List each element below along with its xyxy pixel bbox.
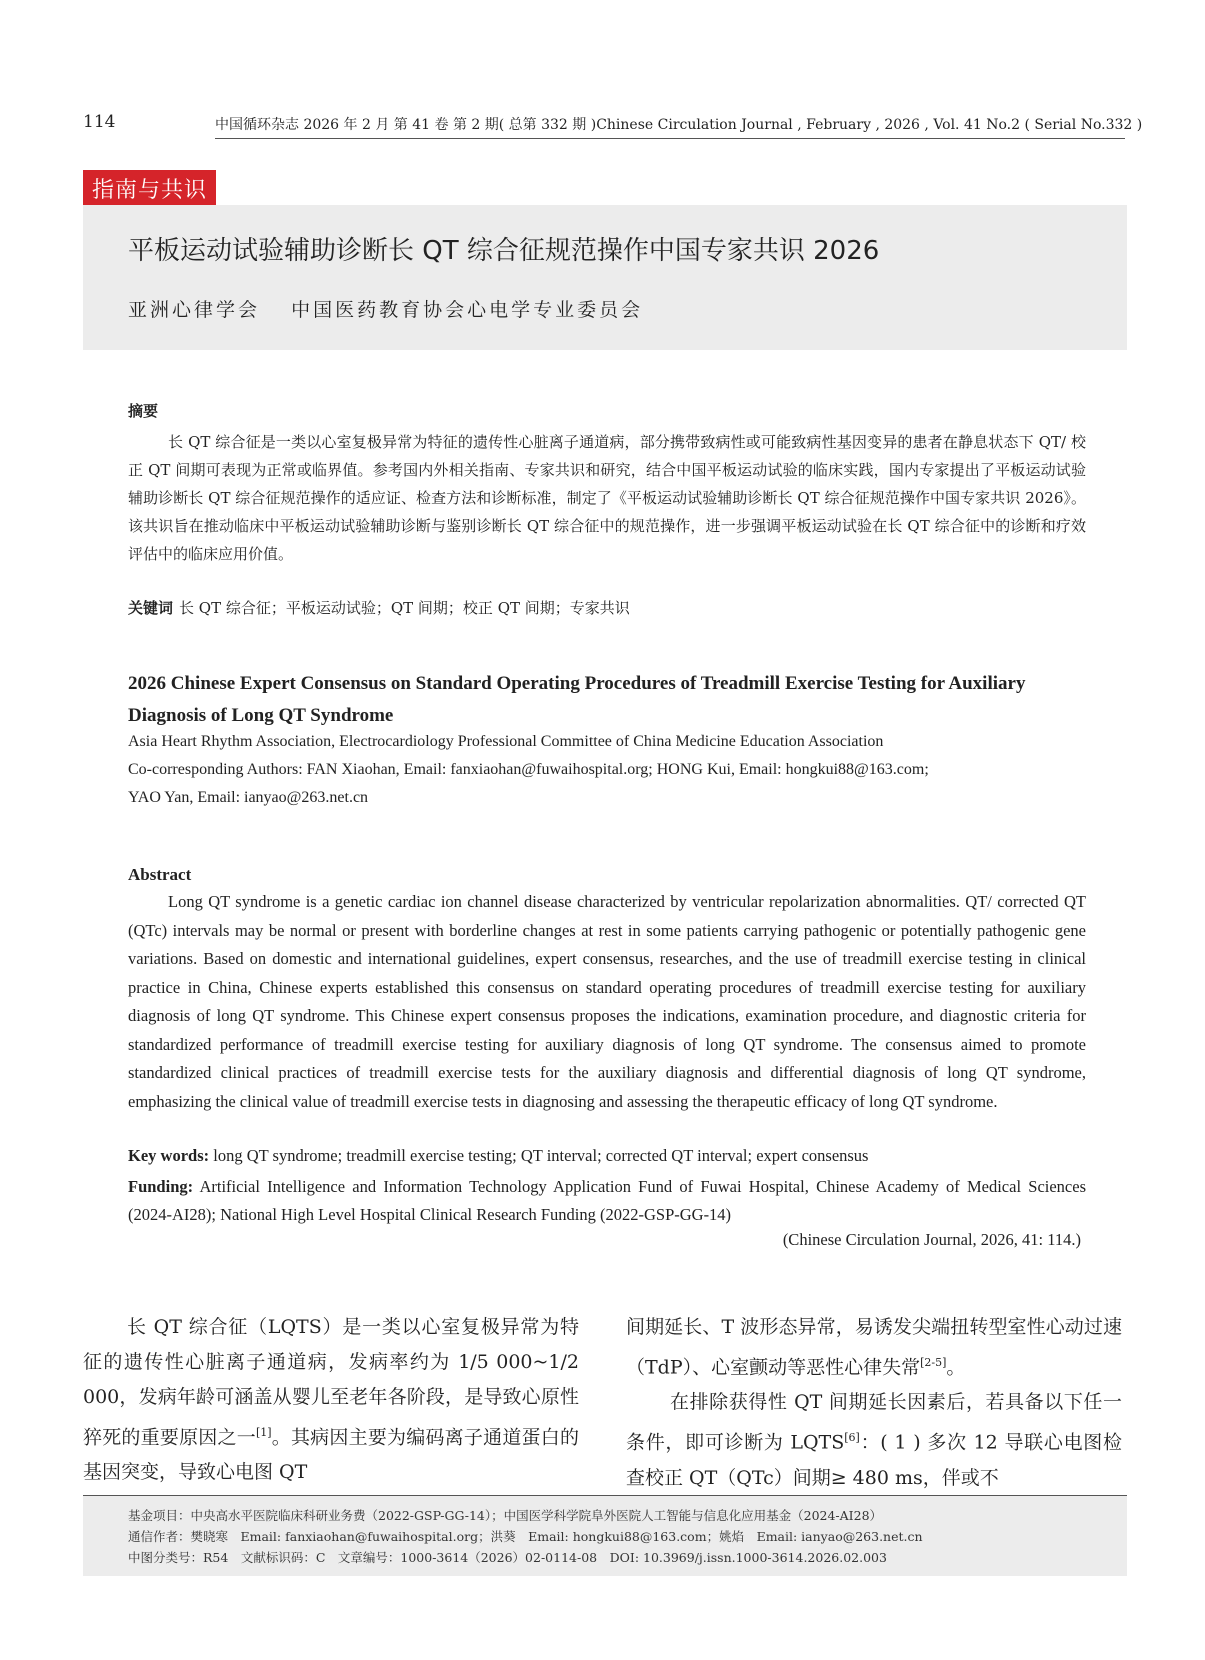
column-tag: 指南与共识	[83, 170, 216, 207]
en-corresponding-authors-cont: YAO Yan, Email: ianyao@263.net.cn	[128, 789, 369, 806]
footnote-box	[83, 1495, 1127, 1576]
en-abstract-label: Abstract	[128, 865, 192, 884]
author-list	[128, 295, 665, 322]
title-band	[83, 205, 1127, 350]
zh-keywords-text: 长 QT 综合征；平板运动试验；QT 间期；校正 QT 间期；专家共识	[179, 599, 630, 617]
footnote-classification: 中图分类号：R54 文献标识码：C 文章编号：1000-3614（2026）02-0114-08 DOI: 10.3969/j.issn.1000-3614.2026.02.003	[128, 1550, 887, 1565]
author-org: 亚洲心律学会	[128, 299, 261, 321]
page-number: 114	[83, 112, 116, 132]
body-paragraph: 在排除获得性 QT 间期延长因素后，若具备以下任一条件，即可诊断为 LQTS[6]：( 1 ) 多次 12 导联心电图检查校正 QT（QTc）间期≥ 480 ms，伴或不	[626, 1391, 1122, 1489]
en-affiliation: Asia Heart Rhythm Association, Electrocardiology Professional Committee of China Medicine Education Association	[128, 733, 884, 750]
en-title: 2026 Chinese Expert Consensus on Standard Operating Procedures of Treadmill Exercise Testing for Auxiliary Diagnosis of Long QT Syndrome	[128, 673, 1026, 726]
body-left-column	[83, 1310, 579, 1490]
en-keywords	[128, 1146, 868, 1166]
reference-marker[interactable]: [1]	[255, 1426, 272, 1439]
reference-marker[interactable]: [2-5]	[920, 1356, 947, 1369]
body-paragraph: 长 QT 综合征（LQTS）是一类以心室复极异常为特征的遗传性心脏离子通道病，发病率约为 1/5 000~1/2 000，发病年龄可涵盖从婴儿至老年各阶段，是导致心原性猝死的重要原因之一[1]。其病因主要为编码离子通道蛋白的基因突变，导致心电图 QT	[83, 1316, 579, 1484]
citation: (Chinese Circulation Journal, 2026, 41: 114.)	[782, 1230, 1081, 1249]
en-corresponding-authors: Co-corresponding Authors: FAN Xiaohan, Email: fanxiaohan@fuwaihospital.org; HONG Kui, Email: hongkui88@163.com;	[128, 761, 929, 778]
article-title: 平板运动试验辅助诊断长 QT 综合征规范操作中国专家共识 2026	[128, 236, 880, 266]
reference-marker[interactable]: [6]	[844, 1431, 860, 1445]
zh-abstract-label: 摘要	[128, 402, 159, 420]
en-funding	[128, 1173, 1086, 1229]
footnote-contacts: 通信作者：樊晓寒 Email: fanxiaohan@fuwaihospital.org；洪葵 Email: hongkui88@163.com；姚焰 Email: ianyao@263.net.cn	[128, 1529, 923, 1544]
footnote-funding: 基金项目：中央高水平医院临床科研业务费（2022-GSP-GG-14）；中国医学科学院阜外医院人工智能与信息化应用基金（2024-AI28）	[128, 1508, 883, 1523]
body-paragraph: 间期延长、T 波形态异常，易诱发尖端扭转型室性心动过速（TdP）、心室颤动等恶性心律失常[2-5]。	[626, 1316, 1122, 1379]
en-funding-text: Artificial Intelligence and Information Technology Application Fund of Fuwai Hospital, Chinese Academy of Medical Sciences (2024-AI28); National High Level Hospital Clinical Research Funding (2022-GSP-GG-14)	[128, 1177, 1086, 1224]
author-org: 中国医药教育协会心电学专业委员会	[291, 299, 644, 321]
zh-keywords	[128, 597, 630, 618]
zh-abstract-text: 长 QT 综合征是一类以心室复极异常为特征的遗传性心脏离子通道病，部分携带致病性或可能致病性基因变异的患者在静息状态下 QT/ 校正 QT 间期可表现为正常或临界值。参考国内外相关指南、专家共识和研究，结合中国平板运动试验的临床实践，国内专家提出了平板运动试验辅助诊断长 QT 综合征规范操作的适应证、检查方法和诊断标准，制定了《平板运动试验辅助诊断长 QT 综合征规范操作中国专家共识 2026》。该共识旨在推动临床中平板运动试验辅助诊断与鉴别诊断长 QT 综合征中的规范操作，进一步强调平板运动试验在长 QT 综合征中的诊断和疗效评估中的临床应用价值。	[128, 433, 1086, 563]
en-keywords-text: long QT syndrome; treadmill exercise testing; QT interval; corrected QT interval; expert consensus	[213, 1146, 869, 1165]
running-head: 中国循环杂志 2026 年 2 月 第 41 卷 第 2 期( 总第 332 期 )Chinese Circulation Journal , February , 2026 , Vol. 41 No.2 ( Serial No.332 )	[215, 114, 1125, 139]
en-keywords-label: Key words:	[128, 1146, 210, 1165]
zh-keywords-label: 关键词	[128, 599, 174, 617]
body-right-column	[626, 1310, 1122, 1496]
en-funding-label: Funding:	[128, 1177, 194, 1196]
en-abstract-text: Long QT syndrome is a genetic cardiac ion channel disease characterized by ventricular repolarization abnormalities. QT/ corrected QT (QTc) intervals may be normal or present with borderline changes at rest in some patients carrying pathogenic or potentially pathogenic gene variations. Based on domestic and international guidelines, expert consensus, researches, and the use of treadmill exercise testing in clinical practice in China, Chinese experts established this consensus on standard operating procedures of treadmill exercise testing for auxiliary diagnosis of long QT syndrome. This Chinese expert consensus proposes the indications, examination procedure, and diagnostic criteria for standardized performance of treadmill exercise testing for auxiliary diagnosis of long QT syndrome. The consensus aimed to promote standardized clinical practices of treadmill exercise tests for the auxiliary diagnosis and differential diagnosis of long QT syndrome, emphasizing the clinical value of treadmill exercise tests in diagnosing and assessing the therapeutic efficacy of long QT syndrome.	[128, 892, 1086, 1111]
